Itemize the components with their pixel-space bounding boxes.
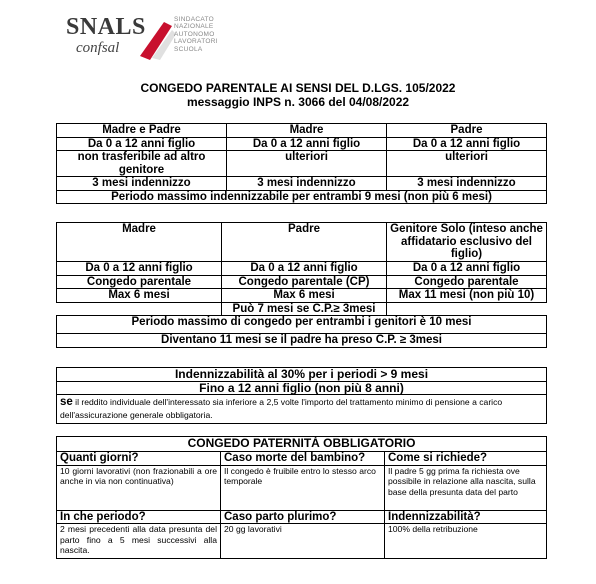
answer-cell: 10 giorni lavorativi (non frazionabili a ore anche in via non continuativa) bbox=[57, 465, 221, 510]
table-cell: Indennizzabilità al 30% per i periodi > 9 mesi bbox=[57, 368, 547, 382]
table-cell: non trasferibile ad altro genitore bbox=[57, 151, 227, 177]
note-text: il reddito individuale dell'interessato sia inferiore a 2,5 volte l'importo del trattamento minimo di pensione a carico dell'assicurazione generale obbligatoria. bbox=[60, 397, 503, 420]
question-cell: Caso morte del bambino? bbox=[221, 452, 385, 466]
table-row bbox=[57, 137, 547, 151]
table-cell: 3 mesi indennizzo bbox=[227, 177, 387, 191]
table-cell: Da 0 a 12 anni figlio bbox=[222, 262, 387, 276]
logo-mark-icon bbox=[138, 16, 178, 60]
table-row bbox=[57, 381, 547, 395]
table-cell: Congedo parentale bbox=[387, 275, 547, 289]
note-cell bbox=[57, 395, 547, 424]
header-cell: Madre bbox=[227, 124, 387, 138]
table-parental-leave-duration bbox=[56, 222, 547, 348]
table-footer: Periodo massimo di congedo per entrambi i genitori è 10 mesi bbox=[57, 316, 547, 334]
table-cell: Da 0 a 12 anni figlio bbox=[57, 137, 227, 151]
question-cell: Quanti giorni? bbox=[57, 452, 221, 466]
answer-cell: Il congedo è fruibile entro lo stesso arco temporale bbox=[221, 465, 385, 510]
table-cell: Può 7 mesi se C.P.≥ 3mesi bbox=[222, 302, 387, 316]
table-row bbox=[57, 465, 547, 510]
question-cell: Come si richiede? bbox=[385, 452, 547, 466]
table-cell: Da 0 a 12 anni figlio bbox=[227, 137, 387, 151]
table-row bbox=[57, 524, 547, 559]
table-cell: Congedo parentale bbox=[57, 275, 222, 289]
table-row bbox=[57, 452, 547, 466]
table-cell: 3 mesi indennizzo bbox=[387, 177, 547, 191]
logo bbox=[66, 14, 236, 66]
logo-brand: SNALS bbox=[66, 14, 146, 40]
table-row bbox=[57, 368, 547, 382]
logo-subbrand: confsal bbox=[76, 40, 120, 56]
logo-text: SINDACATO NAZIONALE AUTONOMO LAVORATORI SCUOLA bbox=[174, 16, 218, 53]
table-row bbox=[57, 177, 547, 191]
table-row bbox=[57, 262, 547, 276]
table-cell: ulteriori bbox=[227, 151, 387, 177]
table-footer: Periodo massimo indennizzabile per entrambi 9 mesi (non più 6 mesi) bbox=[57, 190, 547, 204]
table-cell: Da 0 a 12 anni figlio bbox=[387, 137, 547, 151]
page-title: CONGEDO PARENTALE AI SENSI DEL D.LGS. 105/2022 bbox=[140, 81, 456, 95]
table-cell: Max 6 mesi bbox=[57, 289, 222, 303]
note-lead: se bbox=[60, 396, 73, 408]
question-cell: Caso parto plurimo? bbox=[221, 510, 385, 524]
table-row bbox=[57, 223, 547, 262]
question-cell: Indennizzabilità? bbox=[385, 510, 547, 524]
table-footer: Diventano 11 mesi se il padre ha preso C.P. ≥ 3mesi bbox=[57, 334, 547, 348]
question-cell: In che periodo? bbox=[57, 510, 221, 524]
table-row bbox=[57, 510, 547, 524]
table-cell: Max 6 mesi bbox=[222, 289, 387, 303]
page-subtitle: messaggio INPS n. 3066 del 04/08/2022 bbox=[186, 95, 410, 109]
table-parental-leave-indemnity bbox=[56, 123, 547, 204]
table-paternity-leave bbox=[56, 436, 547, 559]
table-row bbox=[57, 275, 547, 289]
table-cell: ulteriori bbox=[387, 151, 547, 177]
answer-cell: Il padre 5 gg prima fa richiesta ove possibile in relazione alla nascita, sulla base della presunta data del parto bbox=[385, 465, 547, 510]
table-cell: 3 mesi indennizzo bbox=[57, 177, 227, 191]
table-title: CONGEDO PATERNITÀ OBBLIGATORIO bbox=[57, 437, 547, 452]
table-row bbox=[57, 316, 547, 334]
table-cell: Fino a 12 anni figlio (non più 8 anni) bbox=[57, 381, 547, 395]
header-cell: Madre e Padre bbox=[57, 124, 227, 138]
table-row bbox=[57, 302, 547, 316]
header-cell: Madre bbox=[57, 223, 222, 262]
header-cell: Genitore Solo (inteso anche affidatario esclusivo del figlio) bbox=[387, 223, 547, 262]
table-row bbox=[57, 334, 547, 348]
table-row bbox=[57, 437, 547, 452]
answer-cell: 100% della retribuzione bbox=[385, 524, 547, 559]
table-row bbox=[57, 289, 547, 303]
table-cell: Max 11 mesi (non più 10) bbox=[387, 289, 547, 303]
table-row bbox=[57, 395, 547, 424]
header-cell: Padre bbox=[222, 223, 387, 262]
answer-cell: 2 mesi precedenti alla data presunta del parto fino a 5 mesi successivi alla nascita. bbox=[57, 524, 221, 559]
table-row bbox=[57, 190, 547, 204]
empty-cell bbox=[387, 302, 547, 316]
table-cell: Da 0 a 12 anni figlio bbox=[387, 262, 547, 276]
table-row bbox=[57, 124, 547, 138]
empty-cell bbox=[57, 302, 222, 316]
table-indemnity-conditions bbox=[56, 367, 547, 424]
header-cell: Padre bbox=[387, 124, 547, 138]
table-row bbox=[57, 151, 547, 177]
table-cell: Da 0 a 12 anni figlio bbox=[57, 262, 222, 276]
answer-cell: 20 gg lavorativi bbox=[221, 524, 385, 559]
table-cell: Congedo parentale (CP) bbox=[222, 275, 387, 289]
